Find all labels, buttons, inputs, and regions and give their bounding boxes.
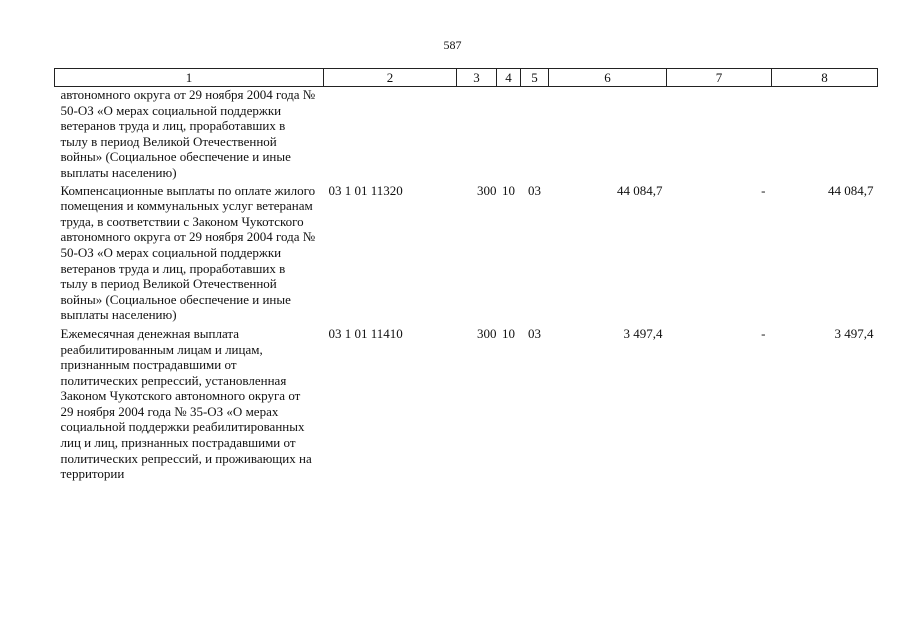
table-row bbox=[55, 323, 878, 482]
row-name: Компенсационные выплаты по оплате жилого помещения и коммунальных услуг ветеранам труда, в соответствии с Законом Чукотского автономного округа от 29 ноября 2004 года № 50-ОЗ «О мерах социальной поддержки ветеранов труда и лиц, проработавших в тылу в период Великой Отечественной войны» (Социальное обеспечение и иные выплаты населению) bbox=[60, 182, 316, 323]
row-total: 3 497,4 bbox=[834, 325, 874, 341]
header-col-2: 2 bbox=[324, 69, 457, 87]
row-amount: 44 084,7 bbox=[617, 182, 663, 198]
table-row bbox=[55, 87, 878, 181]
row-name: автономного округа от 29 ноября 2004 года № 50-ОЗ «О мерах социальной поддержки ветеранов труда и лиц, проработавших в тылу в период Великой Отечественной войны» (Социальное обеспечение и иные выплаты населению) bbox=[60, 87, 316, 180]
row-change: - bbox=[761, 325, 766, 341]
row-amount: 3 497,4 bbox=[623, 325, 663, 341]
row-prz bbox=[521, 87, 549, 181]
header-col-6: 6 bbox=[549, 69, 667, 87]
row-csr: 03 1 01 11320 bbox=[328, 182, 403, 198]
row-vr: 300 bbox=[477, 325, 497, 341]
header-col-5: 5 bbox=[521, 69, 549, 87]
page-number: 587 bbox=[443, 38, 462, 52]
row-rz bbox=[497, 87, 521, 181]
row-amount bbox=[549, 87, 667, 181]
row-csr bbox=[324, 87, 457, 181]
row-total: 44 084,7 bbox=[828, 182, 874, 198]
header-col-8: 8 bbox=[772, 69, 878, 87]
row-prz: 03 bbox=[528, 182, 541, 198]
row-name: Ежемесячная денежная выплата реабилитированным лицам и лицам, признанным пострадавшими от политических репрессий, установленная Законом Чукотского автономного округа от 29 ноября 2004 года № 35-ОЗ «О мерах социальной поддержки реабилитированных лиц и лиц, признанных пострадавшими от политических репрессий, и проживающих на территории bbox=[60, 325, 312, 482]
header-col-4: 4 bbox=[497, 69, 521, 87]
header-col-3: 3 bbox=[457, 69, 497, 87]
table-header-row bbox=[55, 69, 878, 87]
row-rz: 10 bbox=[502, 182, 515, 198]
row-change: - bbox=[761, 182, 766, 198]
row-total bbox=[772, 87, 878, 181]
budget-table bbox=[54, 68, 878, 482]
row-csr: 03 1 01 11410 bbox=[328, 325, 403, 341]
row-change bbox=[667, 87, 772, 181]
header-col-7: 7 bbox=[667, 69, 772, 87]
header-col-1: 1 bbox=[55, 69, 324, 87]
row-prz: 03 bbox=[528, 325, 541, 341]
row-vr bbox=[457, 87, 497, 181]
row-vr: 300 bbox=[477, 182, 497, 198]
table-row bbox=[55, 181, 878, 323]
row-rz: 10 bbox=[502, 325, 515, 341]
